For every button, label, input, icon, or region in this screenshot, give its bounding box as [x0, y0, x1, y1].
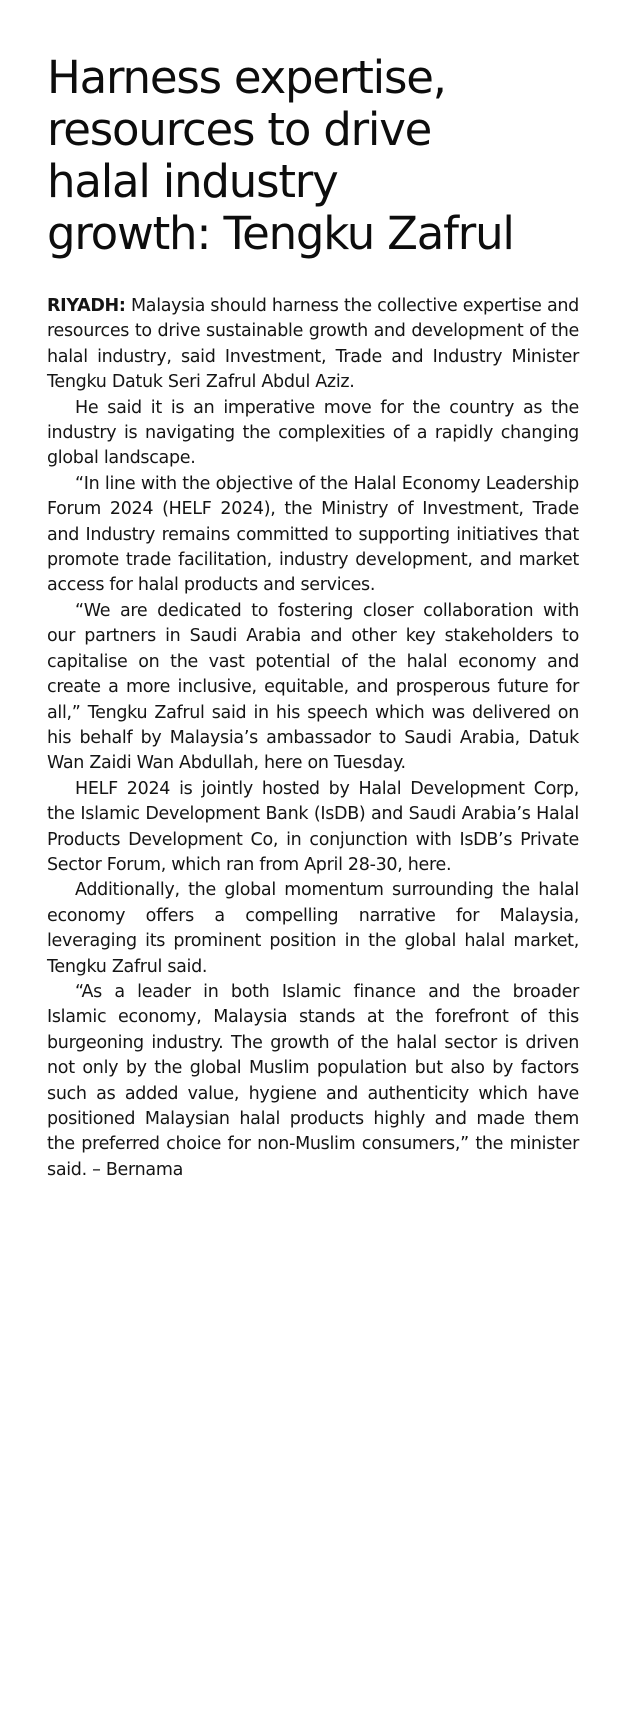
- headline-line: growth: Tengku Zafrul: [47, 207, 514, 260]
- news-article: [47, 52, 579, 1183]
- paragraph-text: Malaysia should harness the collective expertise and resources to drive sustainable growth and development of the halal industry, said Investment, Trade and Industry Minister Tengku Datuk Seri Zafrul Abdul Aziz.: [47, 296, 579, 393]
- article-paragraph: “In line with the objective of the Halal Economy Leadership Forum 2024 (HELF 2024), the Ministry of Investment, Trade and Industry remains committed to supporting initiatives that promote trade facilitation, industry development, and market access for halal products and services.: [47, 473, 579, 596]
- dateline: RIYADH:: [47, 296, 126, 316]
- article-paragraph: He said it is an imperative move for the country as the industry is navigating the complexities of a rapidly changing global landscape.: [47, 397, 579, 469]
- article-paragraph: Additionally, the global momentum surrounding the halal economy offers a compelling narrative for Malaysia, leveraging its prominent position in the global halal market, Tengku Zafrul said.: [47, 880, 579, 977]
- article-paragraph: “As a leader in both Islamic finance and the broader Islamic economy, Malaysia stands at the forefront of this burgeoning industry. The growth of the halal sector is driven not only by the global Muslim population but also by factors such as added value, hygiene and authenticity which have positioned Malaysian halal products highly and made them the preferred choice for non-Muslim consumers,” the minister said. – Bernama: [47, 981, 579, 1180]
- article-body: [47, 294, 579, 1183]
- headline-line: Harness expertise,: [47, 51, 446, 104]
- article-paragraph: HELF 2024 is jointly hosted by Halal Development Corp, the Islamic Development Bank (IsDB) and Saudi Arabia’s Halal Products Development Co, in conjunction with IsDB’s Private Sector Forum, which ran from April 28-30, here.: [47, 778, 579, 875]
- article-headline: [47, 52, 579, 260]
- article-paragraph: “We are dedicated to fostering closer collaboration with our partners in Saudi Arabia and other key stakeholders to capitalise on the vast potential of the halal economy and create a more inclusive, equitable, and prosperous future for all,” Tengku Zafrul said in his speech which was delivered on his behalf by Malaysia’s ambassador to Saudi Arabia, Datuk Wan Zaidi Wan Abdullah, here on Tuesday.: [47, 600, 579, 774]
- headline-line: halal industry: [47, 155, 338, 208]
- article-paragraph: [47, 294, 579, 396]
- headline-line: resources to drive: [47, 103, 432, 156]
